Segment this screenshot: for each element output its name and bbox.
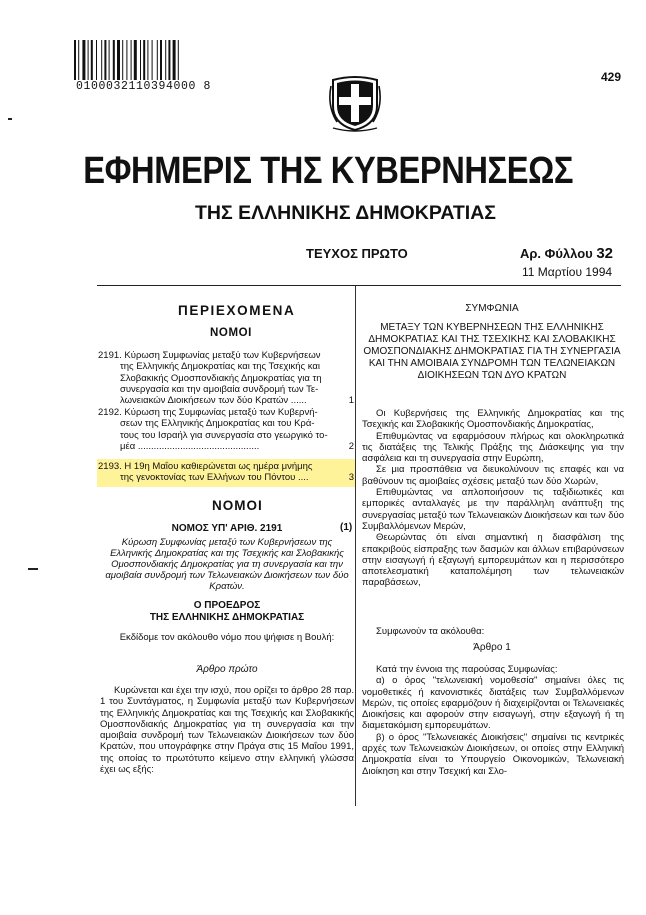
article-1-heading: Άρθρο 1	[473, 642, 511, 653]
toc-entry-last-line	[98, 395, 354, 406]
gazette-title: ΕΦΗΜΕΡΙΣ ΤΗΣ ΚΥΒΕΡΝΗΣΕΩΣ	[83, 150, 574, 192]
greek-coat-of-arms-icon	[327, 72, 383, 132]
issue-date: 11 Μαρτίου 1994	[522, 265, 613, 279]
toc-page-number: 3	[348, 472, 354, 484]
toc-entry-line: συνεργασία και την αμοιβαία συνδρομή των Τε-	[120, 383, 319, 395]
toc-entry-lead: 2193. Η 19η Μαΐου καθιερώνεται ως ημέρα μνήμης	[98, 461, 313, 472]
preamble-paragraph: Επιθυμώντας να απλοποιήσουν τις ταξιδιωτικές και εμπορικές ανταλλαγές με την παράλληλη ανάπτυξη της συνεργασίας μεταξύ των Τελωνειακών Διοικήσεων και των δύο Συμβαλλόμενων Μερών,	[362, 487, 624, 532]
article-1-point: β) ο όρος "Τελωνειακές Διοικήσεις" σημαίνει τις κεντρικές αρχές των Τελωνειακών Διοικήσεων, οι οποίες στην Ελληνική Δημοκρατία είναι το Υπουργείο Οικονομικών, Τελωνειακή Διοίκηση και στην Τσεχική και Σλο-	[362, 731, 624, 777]
toc-entry-line: τους του Ισραήλ για συνεργασία στο γεωργικό το-	[120, 429, 328, 441]
decree-line: Εκδίδομε τον ακόλουθο νόμο που ψήφισε η Βουλή:	[119, 632, 335, 643]
preamble-paragraph: Σε μια προσπάθεια να διευκολύνουν τις επαφές και να βαθύνουν τις αμοιβαίες σχέσεις μεταξύ των δύο Χωρών,	[362, 464, 624, 487]
agreed-line-wrap	[362, 626, 624, 637]
sheet-number-value: 32	[596, 245, 614, 262]
issue-label: ΤΕΥΧΟΣ ΠΡΩΤΟ	[306, 246, 408, 261]
article-first-text: Κυρώνεται και έχει την ισχύ, που ορίζει το άρθρο 28 παρ. 1 του Συντάγματος, η Συμφωνία μεταξύ των Κυβερνήσεων της Ελληνικής Δημοκρατίας και της Τσεχικής και Σλοβακικής Ομοσπονδιακής Δημοκρατίας για τη συνεργασία και την αμοιβαία συνδρομή των Τελωνειακών Διοικήσεων των δύο Κρατών, που υπογράφηκε στην Πράγα στις 15 Μαΐου 1991, της οποίας το πρωτότυπο κείμενο στην ελληνική γλώσσα έχει ως εξής:	[100, 685, 354, 776]
toc-entry-text: λωνειακών Διοικήσεων των δύο Κρατών ......	[120, 395, 307, 407]
article-1-point: α) ο όρος "τελωνειακή νομοθεσία" σημαίνει όλες τις νομοθετικές ή κανονιστικές διατάξεις των Συμβαλλόμενων Μερών, τις οποίες εφαρμόζουν ή διαχειρίζονται οι Τελωνειακές Διοικήσεις και αφορούν στην εισαγωγή, στην εξαγωγή ή τη διαμετακόμιση εμπορευμάτων.	[362, 675, 624, 732]
toc-entry-lead: 2191. Κύρωση Συμφωνίας μεταξύ των Κυβερνήσεων	[98, 350, 321, 361]
toc-page-number: 1	[348, 395, 354, 407]
page-number: 429	[601, 70, 622, 84]
header-rule	[97, 285, 621, 286]
agreement-heading: ΣΥΜΦΩΝΙΑ	[465, 303, 519, 314]
preamble-paragraph: Θεωρώντας ότι είναι σημαντική η διασφάλιση της επακριβούς είσπραξης των δασμών και άλλων επιβαρύνσεων στην εισαγωγή ή εξαγωγή εμπορευμάτων και η περισσότερο αποτελεσματική καταπολέμηση των τελωνειακών παραβάσεων,	[362, 532, 624, 589]
article-heading-first: Άρθρο πρώτο	[196, 664, 258, 675]
toc-entry-text: της γενοκτονίας των Ελλήνων του Πόντου ....	[120, 472, 309, 484]
toc-entry-2193	[98, 461, 354, 484]
agreement-preamble	[362, 408, 624, 589]
scan-mark	[28, 568, 38, 570]
preamble-paragraph: Επιθυμώντας να εφαρμόσουν πλήρως και ολοκληρωτικά τις διατάξεις της Τελικής Πράξης της Διάσκεψης για την ασφάλεια και τη συνεργασία στην Ευρώπη,	[362, 430, 624, 465]
toc-entry-text: μέα ..............................................	[120, 440, 260, 452]
toc-entry-last-line	[98, 472, 354, 483]
toc-entry-last-line	[98, 441, 354, 452]
toc-entry-2191	[98, 350, 354, 406]
law-description: Κύρωση Συμφωνίας μεταξύ των Κυβερνήσεων της Ελληνικής Δημοκρατίας και της Τσεχικής και Σλοβακικής Ομοσπονδιακής Δημοκρατίας για τη συνεργασία και την αμοιβαία συνδρομή των Τελωνειακών Διοικήσεων των δύο Κρατών.	[105, 537, 349, 592]
toc-entry-lead: 2192. Κύρωση της Συμφωνίας μεταξύ των Κυβερνή-	[98, 407, 318, 418]
toc-heading: ΠΕΡΙΕΧΟΜΕΝΑ	[178, 303, 296, 318]
president-heading	[100, 600, 354, 624]
president-text: Ο ΠΡΟΕΔΡΟΣ ΤΗΣ ΕΛΛΗΝΙΚΗΣ ΔΗΜΟΚΡΑΤΙΑΣ	[149, 600, 305, 623]
sheet-label: Αρ. Φύλλου	[520, 246, 593, 261]
toc-entry-2192	[98, 407, 354, 452]
article-1-intro: Κατά την έννοια της παρούσας Συμφωνίας:	[376, 664, 558, 675]
toc-entry-line: σεων της Ελληνικής Δημοκρατίας και του Κρά-	[120, 418, 315, 430]
law-title: ΝΟΜΟΣ ΥΠ' ΑΡΙΘ. 2191	[171, 523, 283, 534]
toc-subheading: ΝΟΜΟΙ	[210, 327, 252, 339]
agreed-line: Συμφωνούν τα ακόλουθα:	[376, 626, 485, 637]
toc-entry-line: της Ελληνικής Δημοκρατίας και της Τσεχικής και	[120, 361, 320, 373]
barcode-number: 0100032110394000 8	[76, 80, 212, 93]
article-1-body	[362, 664, 624, 777]
section-number: (1)	[340, 522, 353, 533]
scan-mark	[8, 118, 12, 120]
barcode-icon	[72, 40, 240, 80]
sheet-number	[520, 245, 613, 262]
toc-entry-line: Σλοβακικής Ομοσπονδιακής Δημοκρατίας για τη	[120, 372, 322, 384]
gazette-subtitle: ΤΗΣ ΕΛΛΗΝΙΚΗΣ ΔΗΜΟΚΡΑΤΙΑΣ	[195, 202, 497, 224]
toc-page-number: 2	[348, 440, 354, 452]
agreement-description: ΜΕΤΑΞΥ ΤΩΝ ΚΥΒΕΡΝΗΣΕΩΝ ΤΗΣ ΕΛΛΗΝΙΚΗΣ ΔΗΜΟΚΡΑΤΙΑΣ ΚΑΙ ΤΗΣ ΤΣΕΧΙΚΗΣ ΚΑΙ ΣΛΟΒΑΚΙΚΗΣ ΟΜΟΣΠΟΝΔΙΑΚΗΣ ΔΗΜΟΚΡΑΤΙΑΣ ΓΙΑ ΤΗ ΣΥΝΕΡΓΑΣΙΑ ΚΑΙ ΤΗΝ ΑΜΟΙΒΑΙΑ ΣΥΝΔΡΟΜΗ ΤΩΝ ΤΕΛΩΝΕΙΑΚΩΝ ΔΙΟΙΚΗΣΕΩΝ ΤΩΝ ΔΥΟ ΚΡΑΤΩΝ	[363, 322, 621, 381]
preamble-paragraph: Οι Κυβερνήσεις της Ελληνικής Δημοκρατίας και της Τσεχικής και Σλοβακικής Ομοσπονδιακής Δημοκρατίας,	[362, 408, 624, 431]
laws-section-heading: ΝΟΜΟΙ	[212, 498, 263, 513]
column-divider	[355, 286, 356, 806]
